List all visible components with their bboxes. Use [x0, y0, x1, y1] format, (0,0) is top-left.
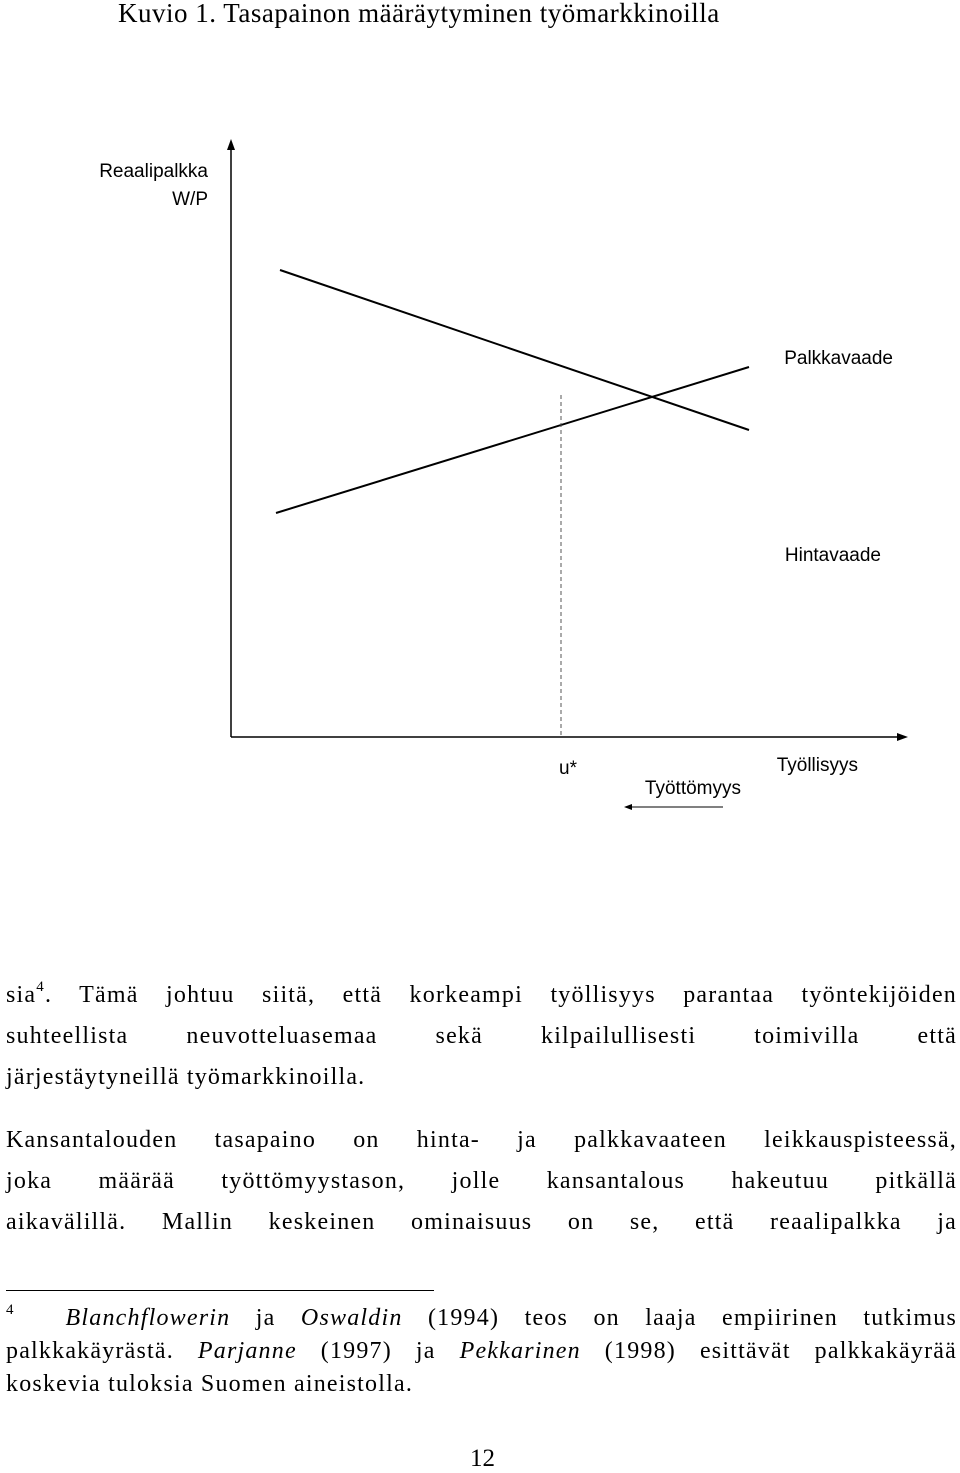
footnote-line-3: koskevia tuloksia Suomen aineistolla.	[6, 1371, 414, 1397]
paragraph-2-line-3: aikavälillä. Mallin keskeinen ominaisuus on se, että reaalipalkka ja	[6, 1209, 957, 1235]
footnote-author-4: Pekkarinen	[459, 1338, 581, 1364]
paragraph-1-line-3: järjestäytyneillä työmarkkinoilla.	[6, 1064, 366, 1090]
footnote-author-2: Oswaldin	[300, 1305, 403, 1331]
page-number: 12	[470, 1445, 495, 1472]
x-axis-arrowhead	[897, 733, 908, 741]
footnote-number: 4	[6, 1302, 15, 1318]
y-axis-arrowhead	[227, 139, 235, 150]
paragraph-1-line-1	[6, 975, 957, 1016]
footnote-reference[interactable]: 4	[36, 979, 45, 995]
hintavaade-curve	[276, 367, 749, 513]
footnote-line-2	[6, 1335, 957, 1368]
equilibrium-label: u*	[559, 758, 577, 779]
paragraph-1	[6, 975, 957, 1098]
footnote	[6, 1302, 957, 1401]
paragraph-1-lead: sia	[6, 982, 37, 1008]
paragraph-1-line-1-text: . Tämä johtuu siitä, että korkeampi työllisyys parantaa työntekijöiden	[44, 982, 957, 1008]
figure-title: Kuvio 1. Tasapainon määräytyminen työmarkkinoilla	[118, 0, 720, 28]
footnote-author-3: Parjanne	[197, 1338, 297, 1364]
footnote-connector-1: ja	[230, 1305, 301, 1331]
paragraph-2-line-1: Kansantalouden tasapaino on hinta- ja palkkavaateen leikkauspisteessä,	[6, 1127, 957, 1153]
footnote-separator	[6, 1290, 434, 1291]
palkkavaade-label: Palkkavaade	[784, 348, 893, 369]
footnote-line-2-start: palkkakäyrästä.	[6, 1338, 198, 1364]
y-axis-label-line1: Reaalipalkka	[99, 161, 208, 182]
palkkavaade-curve	[280, 270, 749, 430]
x-axis-label: Työllisyys	[776, 755, 858, 776]
paragraph-1-line-2: suhteellista neuvotteluasemaa sekä kilpailullisesti toimivilla että	[6, 1023, 957, 1049]
footnote-connector-2: (1997) ja	[296, 1338, 460, 1364]
y-axis-label-line2: W/P	[172, 189, 208, 210]
paragraph-2	[6, 1120, 957, 1243]
footnote-line-1-text: (1994) teos on laaja empiirinen tutkimus	[402, 1305, 957, 1331]
footnote-line-1	[6, 1302, 957, 1335]
arrow-label: Työttömyys	[644, 778, 741, 799]
unemployment-arrowhead	[624, 804, 632, 810]
footnote-line-2-text: (1998) esittävät palkkakäyrää	[580, 1338, 957, 1364]
paragraph-2-line-2: joka määrää työttömyystason, jolle kansantalous hakeutuu pitkällä	[6, 1168, 957, 1194]
hintavaade-label: Hintavaade	[784, 545, 881, 566]
footnote-author-1: Blanchflowerin	[65, 1305, 231, 1331]
